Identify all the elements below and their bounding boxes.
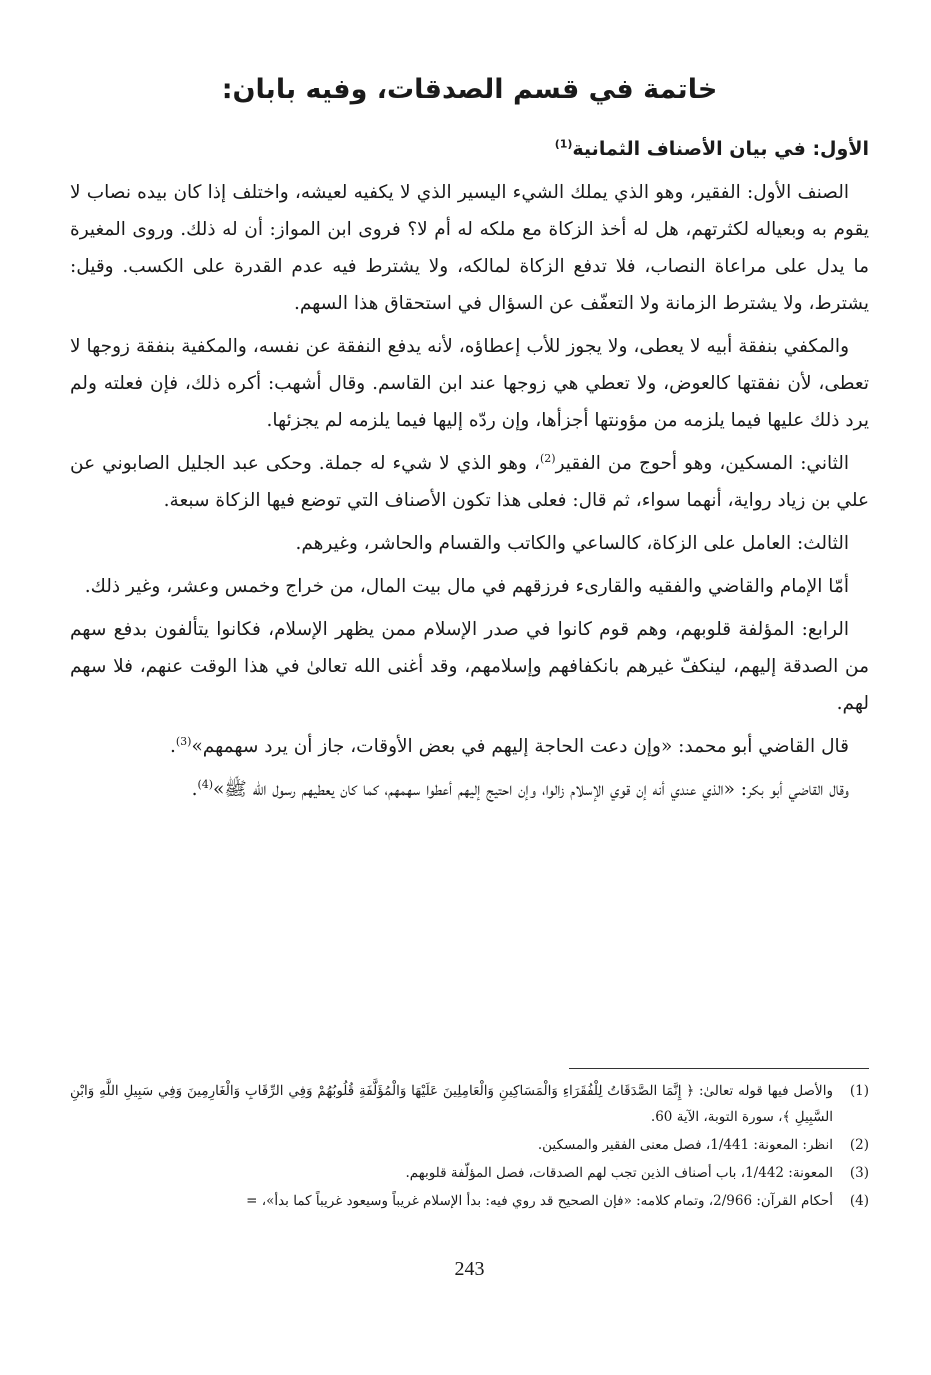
footnote-ref: (2) (540, 451, 556, 465)
section-heading (70, 130, 869, 168)
main-text (70, 130, 869, 814)
paragraph-text: الرابع: المؤلفة قلوبهم، وهم قوم كانوا في صدر الإسلام ممن يظهر الإسلام، فكانوا يتألفون بدفع سهم من الصدقة إليهم، لينكفّ غيرهم بانكفافهم وإسلامهم، وقد أغنى الله تعالىٰ في هذا الوقت عنهم، فلا سهم لهم. (70, 619, 869, 714)
footnote (70, 1132, 869, 1158)
footnote-text: والأصل فيها قوله تعالىٰ: ﴿ إِنَّمَا الصَّدَقَاتُ لِلْفُقَرَاءِ وَالْمَسَاكِينِ وَالْعَامِلِينَ عَلَيْهَا وَالْمُؤَلَّفَةِ قُلُوبُهُمْ وَفِي الرِّقَابِ وَالْغَارِمِينَ وَفِي سَبِيلِ اللَّهِ وَابْنِ السَّبِيلِ ﴾، سورة التوبة، الآية 60. (70, 1083, 833, 1125)
footnote-number: (4) (849, 1193, 869, 1209)
paragraph-text: الثالث: العامل على الزكاة، كالساعي والكاتب والقسام والحاشر، وغيرهم. (295, 533, 849, 554)
footnote-text: أحكام القرآن: 2/966، وتمام كلامه: «فإن الصحيح قد روي فيه: بدأ الإسلام غريباً وسيعود غريباً كما بدأ»، = (246, 1193, 833, 1209)
paragraph (70, 328, 869, 439)
paragraph-text: أمّا الإمام والقاضي والفقيه والقارىء فرزقهم في مال بيت المال، من خراج وخمس وعشر، وغير ذلك. (84, 576, 849, 597)
footnote (70, 1160, 869, 1186)
section-heading-text: الأول: في بيان الأصناف الثمانية (572, 138, 869, 160)
page-title: خاتمة في قسم الصدقات، وفيه بابان: (221, 74, 718, 105)
footnote-ref: (3) (175, 734, 192, 748)
paragraph (70, 771, 869, 808)
footnote (70, 1078, 869, 1130)
footnote-separator (569, 1068, 869, 1069)
document-page (70, 0, 869, 1375)
paragraph-text-continued: . (191, 779, 198, 800)
paragraph (70, 525, 869, 562)
footnote-number: (3) (849, 1165, 869, 1181)
footnotes (70, 1078, 869, 1216)
paragraph-text: وقال القاضي أبو بكر: «الذي عندي أنه إن قوي الإسلام زالوا، وإن احتيج إليهم أعطوا سهمهم، كما كان يعطيهم رسول الله ﷺ» (213, 779, 849, 800)
paragraph (70, 728, 869, 765)
paragraph-text: الثاني: المسكين، وهو أحوج من الفقير (555, 453, 849, 474)
paragraph-text-continued: . (169, 736, 176, 757)
footnote-number: (1) (849, 1083, 869, 1099)
paragraph (70, 568, 869, 605)
footnote-text: انظر: المعونة: 1/441، فصل معنى الفقير والمسكين. (537, 1137, 833, 1153)
paragraph-text: قال القاضي أبو محمد: «وإن دعت الحاجة إليهم في بعض الأوقات، جاز أن يرد سهمهم» (191, 736, 849, 757)
page-number: 243 (454, 1258, 485, 1280)
paragraph-text: والمكفي بنفقة أبيه لا يعطى، ولا يجوز للأب إعطاؤه، لأنه يدفع النفقة عن نفسه، والمكفية بنفقة زوجها لا تعطى، لأن نفقتها كالعوض، ولا تعطي هي زوجها عند ابن القاسم. وقال أشهب: أكره ذلك، فإن فعلته ولم يرد ذلك عليها فيما يلزمه من مؤونتها أجزأها، وإن ردّه إليها فيما يلزمه لم يجزئها. (70, 336, 869, 431)
paragraph (70, 445, 869, 519)
paragraph (70, 174, 869, 322)
paragraph-text: الصنف الأول: الفقير، وهو الذي يملك الشيء اليسير الذي لا يكفيه لعيشه، واختلف إذا كان بيده نصاب لا يقوم به وبعياله لكثرتهم، هل له أخذ الزكاة مع ملكه له أم لا؟ فروى ابن المواز: أن له ذلك. وروى المغيرة ما يدل على مراعاة النصاب، فلا تدفع الزكاة لمالكه، ولا يشترط فيه عدم القدرة على الكسب. وقيل: يشترط، ولا يشترط الزمانة ولا التعفّف عن السؤال في استحقاق هذا السهم. (70, 182, 869, 314)
paragraph-text-continued: ، وهو الذي لا شيء له جملة. وحكى عبد الجليل الصابوني عن علي بن زياد رواية، أنهما سواء، ثم قال: فعلى هذا تكون الأصناف التي توضع فيها الزكاة سبعة. (70, 453, 869, 511)
footnote-number: (2) (849, 1137, 869, 1153)
footnote-text: المعونة: 1/442، باب أصناف الذين تجب لهم الصدقات، فصل المؤلّفة قلوبهم. (405, 1165, 833, 1181)
footnote (70, 1188, 869, 1214)
paragraph (70, 611, 869, 722)
footnote-ref: (1) (554, 137, 573, 151)
footnote-ref: (4) (197, 777, 214, 791)
